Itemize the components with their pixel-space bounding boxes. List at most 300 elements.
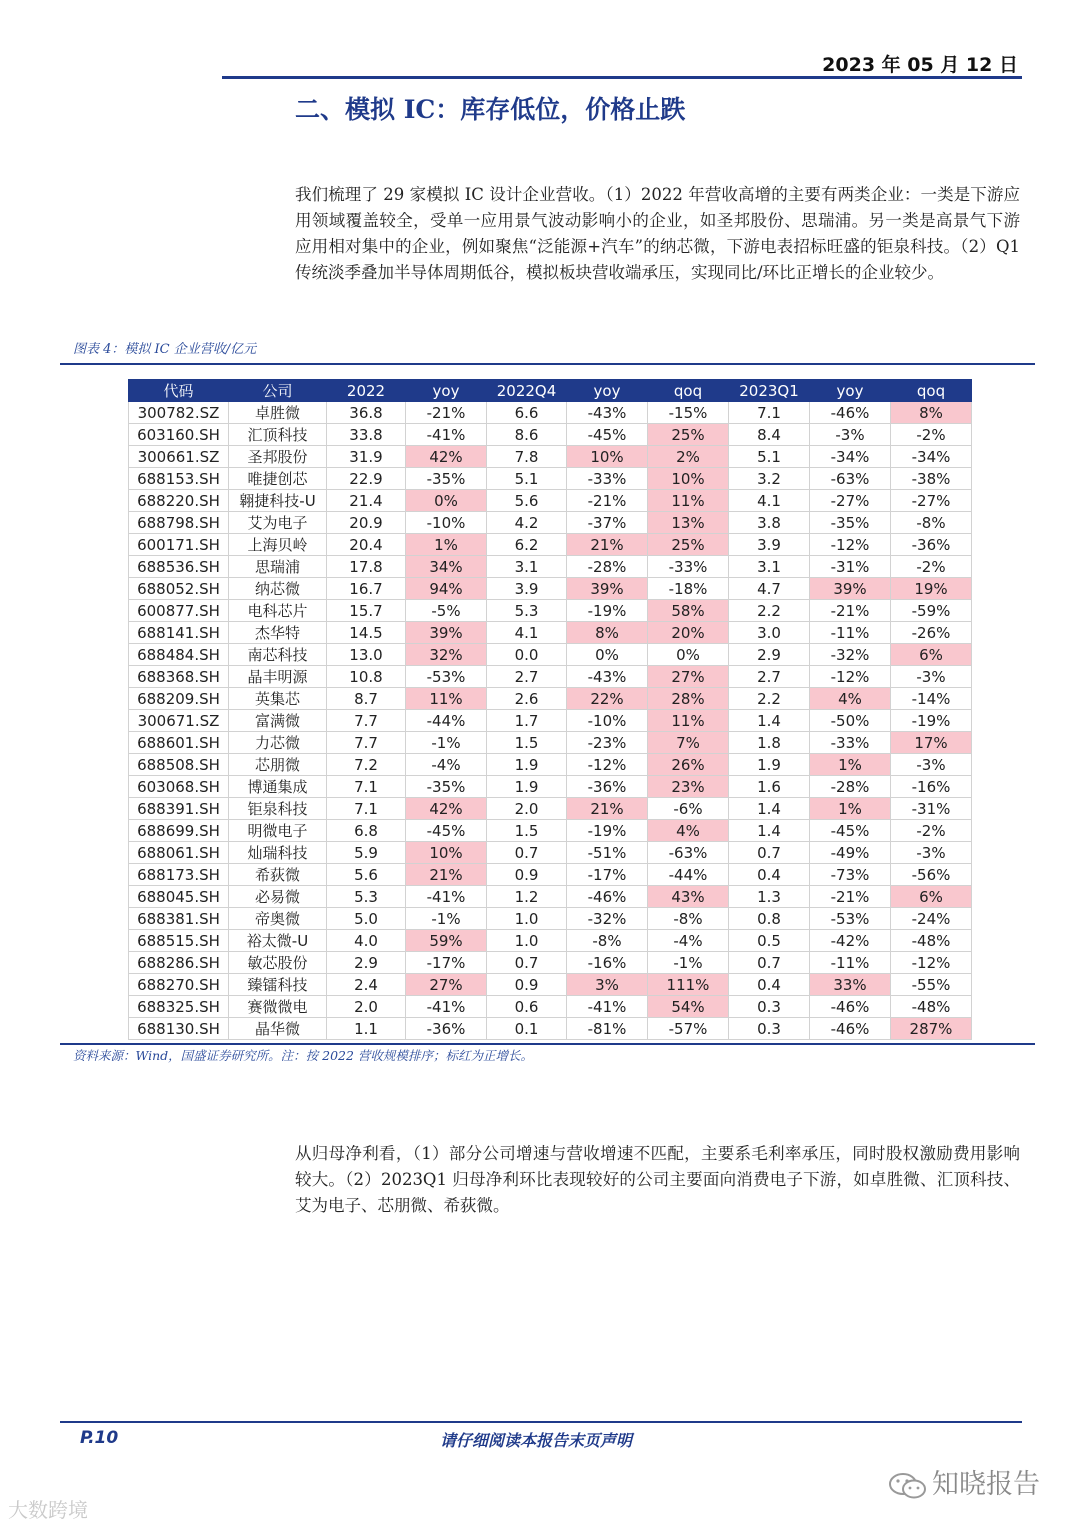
table-cell: -17%: [567, 864, 648, 886]
table-cell: 688484.SH: [129, 644, 229, 666]
table-row: [129, 468, 972, 490]
table-cell: 0.7: [729, 952, 810, 974]
column-header: qoq: [891, 380, 972, 402]
table-cell: 1.0: [487, 930, 567, 952]
table-cell: 卓胜微: [229, 402, 327, 424]
table-cell: 42%: [406, 798, 487, 820]
table-cell: -4%: [648, 930, 729, 952]
table-cell: -8%: [567, 930, 648, 952]
table-cell: 5.9: [327, 842, 406, 864]
table-cell: 5.1: [729, 446, 810, 468]
table-cell: -35%: [406, 468, 487, 490]
table-cell: 赛微微电: [229, 996, 327, 1018]
table-cell: 54%: [648, 996, 729, 1018]
table-cell: 力芯微: [229, 732, 327, 754]
intro-paragraph: 我们梳理了 29 家模拟 IC 设计企业营收。（1）2022 年营收高增的主要有两类企业：一类是下游应用领域覆盖较全，受单一应用景气波动影响小的企业，如圣邦股份、思瑞浦。另一类是高景气下游应用相对集中的企业，例如聚焦“泛能源+汽车”的纳芯微，下游电表招标旺盛的钜泉科技。（2）Q1 传统淡季叠加半导体周期低谷，模拟板块营收端承压，实现同比/环比正增长的企业较少。: [295, 185, 1020, 282]
table-cell: -12%: [810, 666, 891, 688]
table-cell: 4.1: [729, 490, 810, 512]
table-cell: 0.3: [729, 1018, 810, 1040]
table-row: [129, 864, 972, 886]
table-cell: 33.8: [327, 424, 406, 446]
table-cell: 20%: [648, 622, 729, 644]
table-cell: 17.8: [327, 556, 406, 578]
table-row: [129, 710, 972, 732]
table-cell: 2.9: [729, 644, 810, 666]
table-cell: 0.7: [487, 952, 567, 974]
table-cell: 1.5: [487, 732, 567, 754]
table-cell: 4%: [810, 688, 891, 710]
table-cell: 3.9: [487, 578, 567, 600]
table-cell: 688173.SH: [129, 864, 229, 886]
table-cell: 帝奥微: [229, 908, 327, 930]
table-cell: -34%: [891, 446, 972, 468]
table-cell: -41%: [406, 424, 487, 446]
footer-rule: [60, 1421, 1022, 1423]
table-cell: 688061.SH: [129, 842, 229, 864]
table-row: [129, 512, 972, 534]
table-cell: -41%: [406, 996, 487, 1018]
table-cell: 唯捷创芯: [229, 468, 327, 490]
table-cell: -31%: [891, 798, 972, 820]
table-cell: -46%: [810, 1018, 891, 1040]
table-cell: -15%: [648, 402, 729, 424]
table-row: [129, 556, 972, 578]
table-cell: 0.4: [729, 974, 810, 996]
table-cell: 42%: [406, 446, 487, 468]
table-cell: 2.0: [327, 996, 406, 1018]
table-cell: 688130.SH: [129, 1018, 229, 1040]
table-cell: 36.8: [327, 402, 406, 424]
table-cell: -4%: [406, 754, 487, 776]
column-header: 2022Q4: [487, 380, 567, 402]
table-cell: -50%: [810, 710, 891, 732]
table-row: [129, 424, 972, 446]
table-cell: 688515.SH: [129, 930, 229, 952]
table-cell: 688391.SH: [129, 798, 229, 820]
table-cell: -59%: [891, 600, 972, 622]
table-cell: 300661.SZ: [129, 446, 229, 468]
table-cell: -63%: [648, 842, 729, 864]
wechat-watermark-text: 知晓报告: [932, 1469, 1040, 1500]
table-cell: -45%: [567, 424, 648, 446]
table-cell: 敏芯股份: [229, 952, 327, 974]
table-row: [129, 1018, 972, 1040]
table-cell: 4.0: [327, 930, 406, 952]
table-cell: 圣邦股份: [229, 446, 327, 468]
table-cell: 2%: [648, 446, 729, 468]
table-cell: 13%: [648, 512, 729, 534]
table-cell: 1.4: [729, 798, 810, 820]
column-header: yoy: [406, 380, 487, 402]
table-cell: -12%: [567, 754, 648, 776]
table-cell: -11%: [810, 952, 891, 974]
header-rule: [222, 76, 1022, 79]
table-cell: -16%: [567, 952, 648, 974]
column-header: yoy: [810, 380, 891, 402]
table-cell: -36%: [567, 776, 648, 798]
table-cell: 39%: [406, 622, 487, 644]
table-cell: 688141.SH: [129, 622, 229, 644]
table-cell: -34%: [810, 446, 891, 468]
table-cell: -46%: [567, 886, 648, 908]
report-date: 2023 年 05 月 12 日: [822, 54, 1018, 76]
table-row: [129, 798, 972, 820]
column-header: 2023Q1: [729, 380, 810, 402]
table-cell: 1.4: [729, 820, 810, 842]
table-cell: 27%: [406, 974, 487, 996]
table-cell: 10.8: [327, 666, 406, 688]
table-cell: 博通集成: [229, 776, 327, 798]
table-cell: -42%: [810, 930, 891, 952]
table-cell: 2.9: [327, 952, 406, 974]
table-cell: -44%: [406, 710, 487, 732]
table-cell: -53%: [406, 666, 487, 688]
table-cell: -81%: [567, 1018, 648, 1040]
table-cell: 6.2: [487, 534, 567, 556]
table-cell: 0.4: [729, 864, 810, 886]
table-cell: 43%: [648, 886, 729, 908]
table-row: [129, 578, 972, 600]
table-cell: -73%: [810, 864, 891, 886]
table-cell: 2.7: [729, 666, 810, 688]
table-cell: 21.4: [327, 490, 406, 512]
wechat-watermark: [888, 1462, 1040, 1501]
table-cell: -26%: [891, 622, 972, 644]
table-cell: -27%: [891, 490, 972, 512]
table-cell: 必易微: [229, 886, 327, 908]
table-cell: -1%: [406, 908, 487, 930]
table-cell: 6%: [891, 644, 972, 666]
table-cell: 希荻微: [229, 864, 327, 886]
table-cell: 4.7: [729, 578, 810, 600]
table-row: [129, 974, 972, 996]
table-cell: 0%: [567, 644, 648, 666]
table-cell: 4.1: [487, 622, 567, 644]
table-cell: 688325.SH: [129, 996, 229, 1018]
table-cell: 1.3: [729, 886, 810, 908]
table-cell: 25%: [648, 424, 729, 446]
table-cell: 电科芯片: [229, 600, 327, 622]
table-row: [129, 776, 972, 798]
table-cell: 20.4: [327, 534, 406, 556]
table-cell: 600171.SH: [129, 534, 229, 556]
table-cell: 3.2: [729, 468, 810, 490]
table-cell: 16.7: [327, 578, 406, 600]
table-cell: 688209.SH: [129, 688, 229, 710]
table-cell: 0.0: [487, 644, 567, 666]
table-cell: 2.2: [729, 688, 810, 710]
column-header: 代码: [129, 380, 229, 402]
table-row: [129, 820, 972, 842]
table-row: [129, 644, 972, 666]
table-cell: 3%: [567, 974, 648, 996]
table-cell: 1.7: [487, 710, 567, 732]
table-cell: -3%: [891, 754, 972, 776]
table-cell: -48%: [891, 996, 972, 1018]
table-cell: 20.9: [327, 512, 406, 534]
table-cell: -23%: [567, 732, 648, 754]
table-cell: -17%: [406, 952, 487, 974]
table-cell: 1.8: [729, 732, 810, 754]
table-cell: 7%: [648, 732, 729, 754]
table-cell: -11%: [810, 622, 891, 644]
table-cell: 3.8: [729, 512, 810, 534]
table-cell: -28%: [567, 556, 648, 578]
table-cell: -2%: [891, 556, 972, 578]
table-cell: -21%: [567, 490, 648, 512]
table-cell: 1.5: [487, 820, 567, 842]
table-cell: 2.6: [487, 688, 567, 710]
table-cell: 31.9: [327, 446, 406, 468]
table-cell: 5.0: [327, 908, 406, 930]
table-cell: 0%: [406, 490, 487, 512]
table-cell: 27%: [648, 666, 729, 688]
table-cell: 5.3: [487, 600, 567, 622]
table-cell: -14%: [891, 688, 972, 710]
table-cell: 1.2: [487, 886, 567, 908]
table-cell: 英集芯: [229, 688, 327, 710]
table-cell: 33%: [810, 974, 891, 996]
table-cell: 2.4: [327, 974, 406, 996]
table-cell: 28%: [648, 688, 729, 710]
table-header-row: [129, 380, 972, 402]
footer-disclaimer: 请仔细阅读本报告末页声明: [440, 1431, 633, 1450]
table-cell: 1.9: [729, 754, 810, 776]
table-cell: 14.5: [327, 622, 406, 644]
table-cell: 39%: [567, 578, 648, 600]
table-cell: 汇顶科技: [229, 424, 327, 446]
table-cell: -46%: [810, 996, 891, 1018]
table-cell: 2.2: [729, 600, 810, 622]
table-cell: 明微电子: [229, 820, 327, 842]
table-cell: 0.1: [487, 1018, 567, 1040]
table-cell: 8%: [567, 622, 648, 644]
table-cell: -1%: [648, 952, 729, 974]
table-cell: -19%: [891, 710, 972, 732]
table-cell: -37%: [567, 512, 648, 534]
table-cell: 0.6: [487, 996, 567, 1018]
corner-watermark: 大数跨境: [8, 1498, 88, 1522]
table-cell: 58%: [648, 600, 729, 622]
table-cell: 11%: [648, 710, 729, 732]
table-cell: -56%: [891, 864, 972, 886]
table-cell: -16%: [891, 776, 972, 798]
table-cell: -5%: [406, 600, 487, 622]
revenue-table: [128, 379, 972, 1040]
table-cell: 8.7: [327, 688, 406, 710]
table-cell: 10%: [406, 842, 487, 864]
table-caption: 图表 4：模拟 IC 企业营收/亿元: [73, 342, 257, 357]
table-cell: 7.1: [327, 798, 406, 820]
column-header: yoy: [567, 380, 648, 402]
table-cell: 纳芯微: [229, 578, 327, 600]
table-cell: 0.7: [729, 842, 810, 864]
column-header: 公司: [229, 380, 327, 402]
table-cell: 688052.SH: [129, 578, 229, 600]
column-header: qoq: [648, 380, 729, 402]
table-cell: 11%: [648, 490, 729, 512]
table-cell: 1%: [810, 798, 891, 820]
table-cell: 300671.SZ: [129, 710, 229, 732]
table-cell: -32%: [810, 644, 891, 666]
table-cell: 1.6: [729, 776, 810, 798]
table-cell: -8%: [648, 908, 729, 930]
table-cell: -6%: [648, 798, 729, 820]
table-row: [129, 908, 972, 930]
table-cell: 5.1: [487, 468, 567, 490]
table-cell: 5.6: [487, 490, 567, 512]
table-cell: 4%: [648, 820, 729, 842]
table-cell: -21%: [810, 600, 891, 622]
table-cell: 10%: [648, 468, 729, 490]
table-cell: 0%: [648, 644, 729, 666]
source-note: 资料来源：Wind，国盛证券研究所。注：按 2022 营收规模排序；标红为正增长。: [73, 1048, 533, 1063]
table-cell: 603068.SH: [129, 776, 229, 798]
table-cell: 6%: [891, 886, 972, 908]
wechat-icon: [888, 1471, 928, 1501]
table-cell: -19%: [567, 600, 648, 622]
table-cell: -27%: [810, 490, 891, 512]
table-cell: 21%: [567, 798, 648, 820]
table-cell: -46%: [810, 402, 891, 424]
table-row: [129, 996, 972, 1018]
table-cell: -12%: [810, 534, 891, 556]
table-cell: 688286.SH: [129, 952, 229, 974]
table-cell: 287%: [891, 1018, 972, 1040]
table-cell: 7.2: [327, 754, 406, 776]
table-cell: -45%: [406, 820, 487, 842]
table-row: [129, 600, 972, 622]
table-cell: -44%: [648, 864, 729, 886]
table-row: [129, 666, 972, 688]
table-cell: 灿瑞科技: [229, 842, 327, 864]
table-cell: 2.0: [487, 798, 567, 820]
table-cell: 22%: [567, 688, 648, 710]
table-cell: 6.6: [487, 402, 567, 424]
table-cell: 688508.SH: [129, 754, 229, 776]
table-cell: 4.2: [487, 512, 567, 534]
table-cell: 7.1: [327, 776, 406, 798]
table-cell: 21%: [406, 864, 487, 886]
table-cell: 0.7: [487, 842, 567, 864]
table-cell: 25%: [648, 534, 729, 556]
table-cell: -2%: [891, 820, 972, 842]
table-cell: -8%: [891, 512, 972, 534]
table-cell: -21%: [810, 886, 891, 908]
table-row: [129, 688, 972, 710]
table-cell: -36%: [406, 1018, 487, 1040]
table-cell: -31%: [810, 556, 891, 578]
table-cell: 688381.SH: [129, 908, 229, 930]
table-cell: 8.4: [729, 424, 810, 446]
table-cell: 11%: [406, 688, 487, 710]
table-cell: 7.7: [327, 710, 406, 732]
table-row: [129, 886, 972, 908]
table-cell: -43%: [567, 666, 648, 688]
table-cell: 晶丰明源: [229, 666, 327, 688]
table-cell: -43%: [567, 402, 648, 424]
table-cell: 7.1: [729, 402, 810, 424]
table-cell: -41%: [406, 886, 487, 908]
table-cell: 17%: [891, 732, 972, 754]
table-cell: -24%: [891, 908, 972, 930]
table-cell: -28%: [810, 776, 891, 798]
table-cell: 23%: [648, 776, 729, 798]
table-cell: 19%: [891, 578, 972, 600]
table-cell: -51%: [567, 842, 648, 864]
table-cell: 600877.SH: [129, 600, 229, 622]
table-cell: -2%: [891, 424, 972, 446]
table-cell: -32%: [567, 908, 648, 930]
table-cell: -36%: [891, 534, 972, 556]
table-cell: 翱捷科技-U: [229, 490, 327, 512]
table-cell: 688153.SH: [129, 468, 229, 490]
table-cell: -10%: [567, 710, 648, 732]
table-cell: 1.4: [729, 710, 810, 732]
table-cell: 3.0: [729, 622, 810, 644]
table-cell: 0.8: [729, 908, 810, 930]
table-cell: 8%: [891, 402, 972, 424]
table-cell: 0.9: [487, 974, 567, 996]
table-row: [129, 732, 972, 754]
table-cell: 15.7: [327, 600, 406, 622]
table-cell: 22.9: [327, 468, 406, 490]
table-cell: 688270.SH: [129, 974, 229, 996]
table-cell: 0.3: [729, 996, 810, 1018]
table-cell: -12%: [891, 952, 972, 974]
table-cell: 688368.SH: [129, 666, 229, 688]
table-cell: 688601.SH: [129, 732, 229, 754]
table-cell: 603160.SH: [129, 424, 229, 446]
table-cell: 1%: [406, 534, 487, 556]
table-cell: -35%: [406, 776, 487, 798]
table-cell: -55%: [891, 974, 972, 996]
table-cell: 688699.SH: [129, 820, 229, 842]
table-cell: -1%: [406, 732, 487, 754]
table-cell: -38%: [891, 468, 972, 490]
table-cell: 5.6: [327, 864, 406, 886]
table-cell: 5.3: [327, 886, 406, 908]
caption-rule: [60, 363, 1035, 365]
table-cell: -49%: [810, 842, 891, 864]
table-cell: 300782.SZ: [129, 402, 229, 424]
table-cell: 21%: [567, 534, 648, 556]
table-cell: 94%: [406, 578, 487, 600]
table-cell: 688045.SH: [129, 886, 229, 908]
table-cell: 8.6: [487, 424, 567, 446]
table-cell: 1.1: [327, 1018, 406, 1040]
table-cell: 688798.SH: [129, 512, 229, 534]
table-cell: -53%: [810, 908, 891, 930]
table-cell: -41%: [567, 996, 648, 1018]
table-row: [129, 952, 972, 974]
table-cell: 7.8: [487, 446, 567, 468]
table-row: [129, 534, 972, 556]
table-cell: -10%: [406, 512, 487, 534]
table-row: [129, 930, 972, 952]
section-title: 二、模拟 IC：库存低位，价格止跌: [295, 95, 686, 124]
table-cell: 3.1: [487, 556, 567, 578]
table-cell: 0.5: [729, 930, 810, 952]
table-cell: 688536.SH: [129, 556, 229, 578]
table-cell: 0.9: [487, 864, 567, 886]
table-cell: -33%: [810, 732, 891, 754]
table-cell: 上海贝岭: [229, 534, 327, 556]
table-cell: 34%: [406, 556, 487, 578]
table-cell: -33%: [567, 468, 648, 490]
table-cell: 1.9: [487, 776, 567, 798]
table-cell: 59%: [406, 930, 487, 952]
